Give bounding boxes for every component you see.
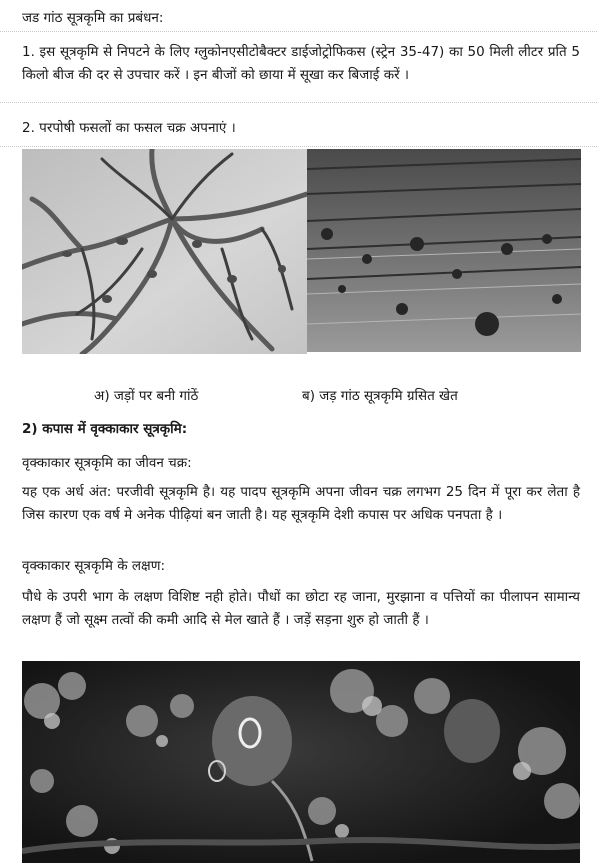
nematode-micrograph-photo xyxy=(22,661,580,863)
heading-root-knot-management: जड गांठ सूत्रकृमि का प्रबंधन: xyxy=(22,10,164,26)
caption-root-galls: अ) जड़ों पर बनी गांठें xyxy=(94,388,199,404)
infested-field-photo xyxy=(307,149,581,352)
caption-infested-field: ब) जड़ गांठ सूत्रकृमि ग्रसित खेत xyxy=(302,388,458,404)
management-item-1: 1. इस सूत्रकृमि से निपटने के लिए ग्लुकोनएसीटोबैक्टर डाईजोट्रोफिकस (स्ट्रेन 35-47) का 50 मिली लीटर प्रति 5 किलो बीज की दर से उपचार करें । इन बीजों को छाया में सूखा कर बिजाई करें । xyxy=(22,44,580,83)
subheading-symptoms: वृक्काकार सूत्रकृमि के लक्षण: xyxy=(22,558,166,574)
separator-line xyxy=(0,31,597,32)
lifecycle-paragraph: यह एक अर्ध अंत: परजीवी सूत्रकृमि है। यह पादप सूत्रकृमि अपना जीवन चक्र लगभग 25 दिन में पूरा कर लेता है जिस कारण एक वर्ष मे अनेक पीढ़ियां बन जाती है। यह सूत्रकृमि देशी कपास पर अधिक पनपता है । xyxy=(22,484,580,523)
separator-line xyxy=(0,146,597,147)
separator-line xyxy=(0,102,597,103)
symptoms-paragraph: पौधे के उपरी भाग के लक्षण विशिष्ट नही होते। पौधों का छोटा रह जाना, मुरझाना व पत्तियों का पीलापन सामान्य लक्षण हैं जो सूक्ष्म तत्वों की कमी आदि से मेल खाते हैं । जड़ें सड़ना शुरु हो जाती हैं । xyxy=(22,589,580,628)
heading-cotton-reniform: 2) कपास में वृक्काकार सूत्रकृमि: xyxy=(22,421,188,437)
root-galls-photo xyxy=(22,149,307,354)
subheading-lifecycle: वृक्काकार सूत्रकृमि का जीवन चक्र: xyxy=(22,455,192,471)
management-item-2: 2. परपोषी फसलों का फसल चक्र अपनाएं । xyxy=(22,120,236,136)
